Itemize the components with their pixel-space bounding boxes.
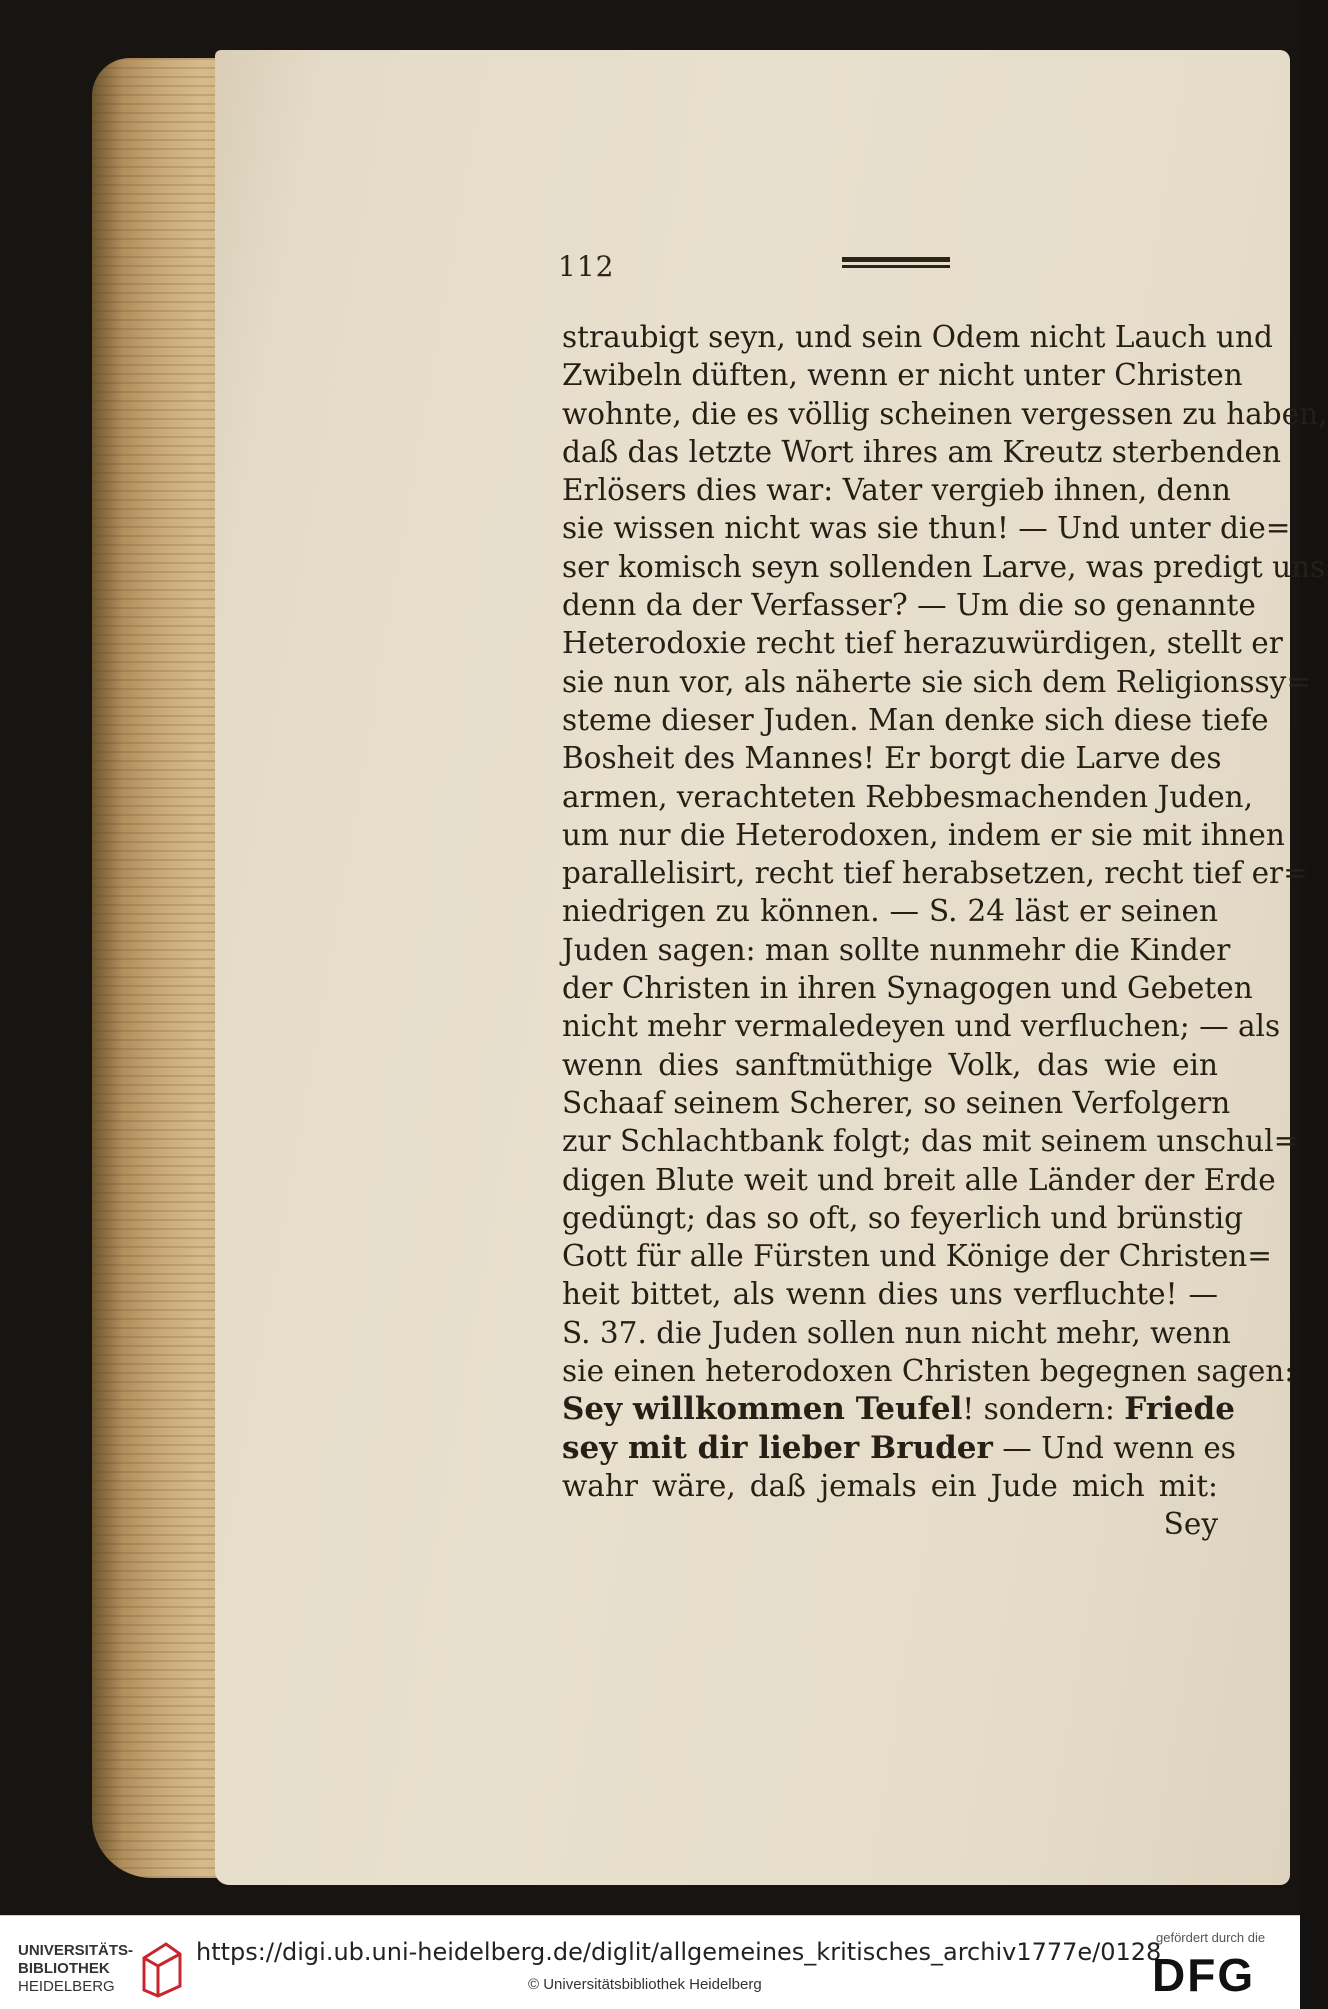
text-line: steme dieser Juden. Man denke sich diese tiefe xyxy=(562,702,1269,737)
emphasis-text: Sey willkommen Teufel xyxy=(562,1391,963,1428)
text-line: straubigt seyn, und sein Odem nicht Lauch und xyxy=(562,320,1273,354)
logo-line: HEIDELBERG xyxy=(18,1978,115,1995)
text-line: sie nun vor, als näherte sie sich dem Religionssy= xyxy=(562,664,1312,699)
text-line: armen, verachteten Rebbesmachenden Juden, xyxy=(562,779,1254,814)
page-number: 112 xyxy=(558,250,615,283)
text-line: sie wissen nicht was sie thun! — Und unter die= xyxy=(562,511,1291,546)
text-line: Gott für alle Fürsten und Könige der Christen= xyxy=(562,1239,1273,1274)
library-logo-icon xyxy=(136,1940,186,1998)
funder-label: gefördert durch die xyxy=(1156,1930,1266,1945)
text-line: Heterodoxie recht tief herazuwürdigen, stellt er xyxy=(562,626,1283,661)
text-line: Zwibeln düften, wenn er nicht unter Christen xyxy=(562,358,1243,393)
text-line: nicht mehr vermaledeyen und verfluchen; — als xyxy=(562,1009,1281,1044)
copyright-notice: © Universitätsbibliothek Heidelberg xyxy=(528,1976,762,1993)
text-line: ser komisch seyn sollenden Larve, was predigt uns xyxy=(562,549,1326,584)
header-rule-ornament xyxy=(842,257,950,271)
dfg-logo-text: DFG xyxy=(1152,1949,1256,2001)
emphasis-text: Friede xyxy=(1124,1391,1235,1428)
text-line: S. 37. die Juden sollen nun nicht mehr, wenn xyxy=(562,1315,1231,1350)
text-line: Erlösers dies war: Vater vergieb ihnen, denn xyxy=(562,473,1231,508)
text-line: sie einen heterodoxen Christen begegnen sagen: xyxy=(562,1354,1295,1389)
logo-line: BIBLIOTHEK xyxy=(18,1960,110,1977)
text-line-emphasis xyxy=(562,1390,1235,1428)
logo-line: UNIVERSITÄTS- xyxy=(18,1942,134,1959)
dfg-funder-logo[interactable] xyxy=(1150,1930,1290,2000)
text-line: parallelisirt, recht tief herabsetzen, recht tief er= xyxy=(562,856,1308,891)
text-line: Juden sagen: man sollte nunmehr die Kinder xyxy=(562,932,1231,967)
text-line: wahr wäre, daß jemals ein Jude mich mit: xyxy=(562,1468,1218,1503)
text-line: um nur die Heterodoxen, indem er sie mit ihnen xyxy=(562,817,1285,852)
viewer-footer xyxy=(0,1915,1300,2009)
text-line: wenn dies sanftmüthige Volk, das wie ein xyxy=(562,1047,1218,1082)
text-span: ! sondern: xyxy=(962,1392,1125,1427)
emphasis-text: sey mit dir lieber Bruder xyxy=(562,1429,993,1466)
text-line-emphasis xyxy=(562,1429,1236,1467)
text-line: daß das letzte Wort ihres am Kreutz sterbenden xyxy=(562,434,1281,469)
university-library-logo[interactable] xyxy=(18,1940,178,1995)
text-line: denn da der Verfasser? — Um die so genannte xyxy=(562,588,1256,623)
text-line: zur Schlachtbank folgt; das mit seinem unschul= xyxy=(562,1124,1299,1159)
text-line: wohnte, die es völlig scheinen vergessen zu haben, xyxy=(562,396,1328,431)
permalink-url[interactable]: https://digi.ub.uni-heidelberg.de/diglit/allgemeines_kritisches_archiv1777e/0128 xyxy=(196,1938,1162,1966)
text-line: niedrigen zu können. — S. 24 läst er seinen xyxy=(562,894,1218,929)
text-line: digen Blute weit und breit alle Länder der Erde xyxy=(562,1162,1276,1197)
text-span: — Und wenn es xyxy=(992,1430,1236,1465)
text-line: Schaaf seinem Scherer, so seinen Verfolgern xyxy=(562,1085,1231,1120)
text-line: heit bittet, als wenn dies uns verfluchte! — xyxy=(562,1277,1218,1312)
text-line: gedüngt; das so oft, so feyerlich und brünstig xyxy=(562,1200,1244,1235)
text-line: Bosheit des Mannes! Er borgt die Larve des xyxy=(562,741,1222,776)
text-line: der Christen in ihren Synagogen und Gebeten xyxy=(562,971,1253,1006)
catchword: Sey xyxy=(1163,1507,1218,1542)
body-text xyxy=(562,318,1328,1544)
